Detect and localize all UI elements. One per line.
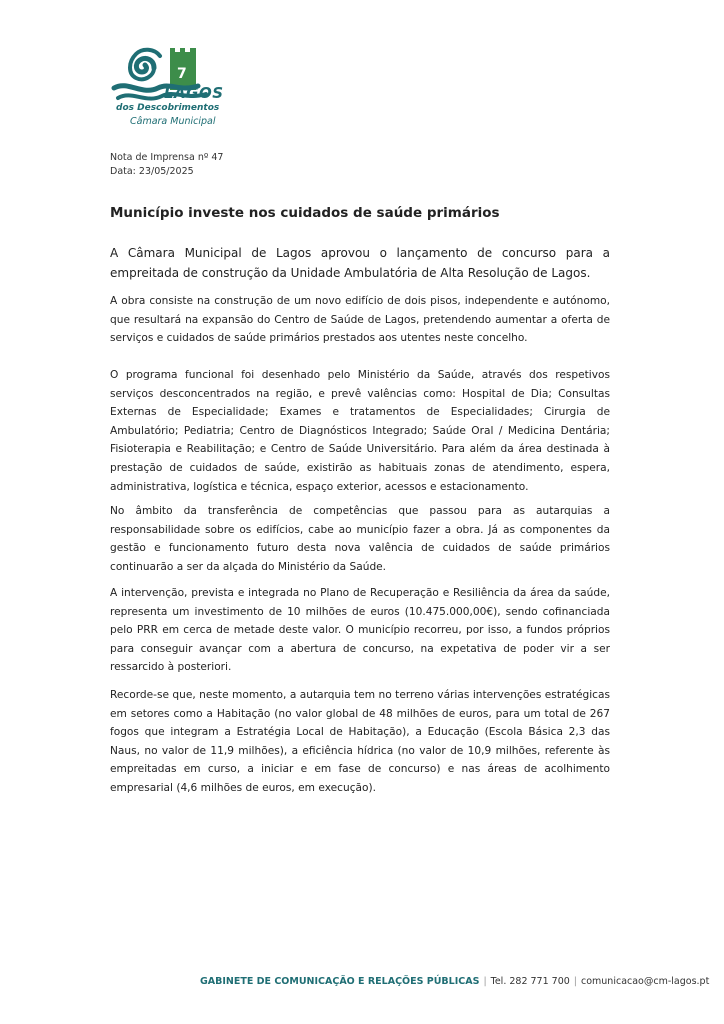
press-meta	[110, 151, 223, 179]
press-note-date: Data: 23/05/2025	[110, 166, 194, 177]
lead-paragraph: A Câmara Municipal de Lagos aprovou o lançamento de concurso para a empreitada de construção da Unidade Ambulatória de Alta Resolução de Lagos.	[110, 246, 610, 280]
page-footer	[200, 976, 709, 987]
body-paragraph: Recorde-se que, neste momento, a autarquia tem no terreno várias intervenções estratégicas em setores como a Habitação (no valor global de 48 milhões de euros, para um total de 267 fogos que integram a Estratégia Local de Habitação), a Educação (Escola Básica 2,3 das Naus, no valor de 11,9 milhões), a eficiência hídrica (no valor de 10,9 milhões, referente às empreitadas em curso, a iniciar e em fase de concurso) e nas áreas de acolhimento empresarial (4,6 milhões de euros, em execução).	[110, 689, 610, 794]
footer-phone: Tel. 282 771 700	[490, 976, 570, 987]
body-paragraph: O programa funcional foi desenhado pelo Ministério da Saúde, através dos respetivos serviços desconcentrados na região, e prevê valências como: Hospital de Dia; Consultas Externas de Especialidade; Exames e tratamentos de Especialidades; Cirurgia de Ambulatório; Pediatria; Centro de Diagnósticos Integrado; Saúde Oral / Medicina Dentária; Fisioterapia e Reabilitação; e Centro de Saúde Universitário. Para além da área destinada à prestação de cuidados de saúde, existirão as habituais zonas de atendimento, espera, administrativa, logística e técnica, espaço exterior, acessos e estacionamento.	[110, 369, 610, 493]
logo-name: LAGOS	[164, 84, 224, 102]
body-paragraph: A intervenção, prevista e integrada no Plano de Recuperação e Resiliência da área da saúde, representa um investimento de 10 milhões de euros (10.475.000,00€), sendo cofinanciada pelo PRR em cerca de metade deste valor. O município recorreu, por isso, a fundos próprios para conseguir avançar com a abertura de concurso, na expetativa de poder vir a ser ressarcido à posteriori.	[110, 587, 610, 674]
body-paragraph: No âmbito da transferência de competências que passou para as autarquias a responsabilidade sobre os edifícios, cabe ao município fazer a obra. Já as componentes da gestão e funcionamento futuro desta nova valência de cuidados de saúde primários continuarão a ser da alçada do Ministério da Saúde.	[110, 505, 610, 573]
footer-separator: |	[573, 976, 577, 987]
body-paragraph: A obra consiste na construção de um novo edifício de dois pisos, independente e autónomo, que resultará na expansão do Centro de Saúde de Lagos, pretendendo aumentar a oferta de serviços e cuidados de saúde primários prestados aos utentes neste concelho.	[110, 295, 610, 345]
svg-text:7: 7	[177, 66, 187, 82]
page-title: Município investe nos cuidados de saúde primários	[110, 205, 500, 221]
logo-subtitle: dos Descobrimentos	[116, 103, 220, 113]
press-note-number: Nota de Imprensa nº 47	[110, 152, 224, 163]
footer-separator: |	[483, 976, 487, 987]
logo-body: Câmara Municipal	[130, 116, 216, 127]
footer-department: GABINETE DE COMUNICAÇÃO E RELAÇÕES PÚBLICAS	[200, 976, 480, 987]
footer-email[interactable]: comunicacao@cm-lagos.pt	[581, 976, 710, 987]
lagos-logo	[108, 40, 238, 140]
